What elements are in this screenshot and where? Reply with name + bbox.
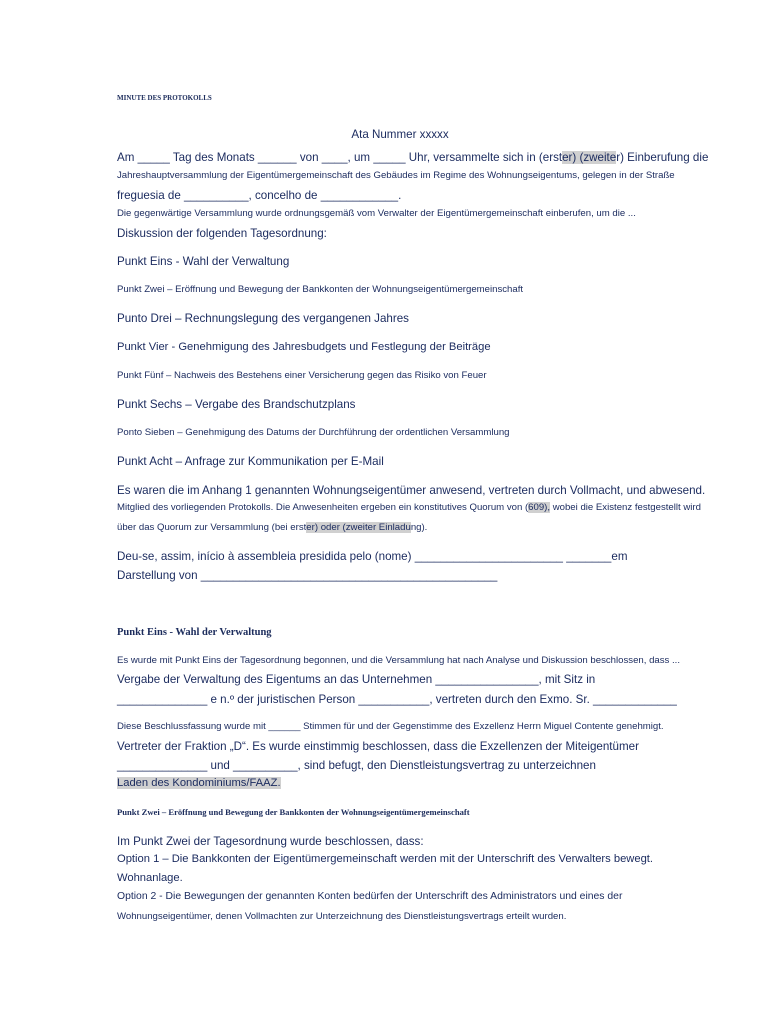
- section-1-line-6: ______________ und __________, sind befugt, den Dienstleistungsvertrag zu unterzeichnen: [117, 759, 596, 772]
- opening-line: Am _____ Tag des Monats ______ von ____, um _____ Uhr, versammelte sich in (erster) (zweiter) Einberufung die: [117, 151, 709, 164]
- section-2-line-4: Option 2 - Die Bewegungen der genannten Konten bedürfen der Unterschrift des Administrators und eines der: [117, 891, 623, 902]
- minutes-number: Ata Nummer xxxxx: [351, 128, 449, 141]
- section-2-line-1: Im Punkt Zwei der Tagesordnung wurde beschlossen, dass:: [117, 835, 424, 848]
- agenda-item-7: Ponto Sieben – Genehmigung des Datums der Durchführung der ordentlichen Versammlung: [117, 427, 510, 438]
- highlight-mark: 609),: [528, 502, 551, 513]
- agenda-item-8: Punkt Acht – Anfrage zur Kommunikation per E-Mail: [117, 455, 384, 468]
- highlight-mark: er) (zweite: [562, 151, 617, 164]
- section-1-heading: Punkt Eins - Wahl der Verwaltung: [117, 627, 272, 638]
- chair-line: Deu-se, assim, início à assembleia presidida pelo (nome) _______________________ _______em: [117, 550, 628, 563]
- section-2-line-5: Wohnungseigentümer, denen Vollmachten zur Unterzeichnung des Dienstleistungsvertrags erteilt wurden.: [117, 911, 567, 922]
- agenda-item-5: Punkt Fünf – Nachweis des Bestehens einer Versicherung gegen das Risiko von Feuer: [117, 370, 487, 381]
- highlight-mark: er) oder (zweiter Einladu: [306, 522, 411, 533]
- section-1-line-2: Vergabe der Verwaltung des Eigentums an das Unternehmen ________________, mit Sitz in: [117, 673, 596, 686]
- attendance-line-2: Mitglied des vorliegenden Protokolls. Die Anwesenheiten ergeben ein konstitutives Quorum von (609), wobei die Existenz festgestellt wird: [117, 502, 701, 513]
- highlight-mark: Laden des Kondominiums/FAAZ.: [117, 777, 281, 789]
- representation-line: Darstellung von ______________________________________________: [117, 569, 498, 582]
- convocation-line: Die gegenwärtige Versammlung wurde ordnungsgemäß vom Verwalter der Eigentümergemeinschaft einberufen, um die ...: [117, 208, 636, 219]
- section-2-line-3: Wohnanlage.: [117, 872, 183, 884]
- section-1-line-4: Diese Beschlussfassung wurde mit ______ Stimmen für und der Gegenstimme des Exzellenz Herrn Miguel Contente genehmigt.: [117, 721, 664, 732]
- agenda-item-2: Punkt Zwei – Eröffnung und Bewegung der Bankkonten der Wohnungseigentümergemeinschaft: [117, 284, 524, 295]
- parish-line: freguesia de __________, concelho de ____________.: [117, 189, 402, 202]
- document-title: MINUTE DES PROTOKOLLS: [117, 94, 212, 102]
- agenda-item-3: Punto Drei – Rechnungslegung des vergangenen Jahres: [117, 312, 409, 325]
- agenda-item-6: Punkt Sechs – Vergabe des Brandschutzplans: [117, 398, 356, 411]
- attendance-line-3: über das Quorum zur Versammlung (bei erster) oder (zweiter Einladung).: [117, 522, 428, 533]
- assembly-location-line: Jahreshauptversammlung der Eigentümergemeinschaft des Gebäudes im Regime des Wohnungseigentums, gelegen in der Straße: [117, 170, 675, 181]
- agenda-item-1: Punkt Eins - Wahl der Verwaltung: [117, 255, 290, 268]
- section-1-line-1: Es wurde mit Punkt Eins der Tagesordnung begonnen, und die Versammlung hat nach Analyse und Diskussion beschlossen, dass ...: [117, 655, 680, 666]
- section-1-line-7: [117, 777, 281, 789]
- section-1-line-5: Vertreter der Fraktion „D“. Es wurde einstimmig beschlossen, dass die Exzellenzen der Miteigentümer: [117, 740, 639, 753]
- section-2-heading: Punkt Zwei – Eröffnung und Bewegung der Bankkonten der Wohnungseigentümergemeinschaft: [117, 807, 470, 817]
- section-1-line-3: ______________ e n.º der juristischen Person ___________, vertreten durch den Exmo. Sr. _____________: [117, 693, 677, 706]
- attendance-line-1: Es waren die im Anhang 1 genannten Wohnungseigentümer anwesend, vertreten durch Vollmacht, und abwesend.: [117, 484, 706, 497]
- section-2-line-2: Option 1 – Die Bankkonten der Eigentümergemeinschaft werden mit der Unterschrift des Verwalters bewegt.: [117, 853, 654, 865]
- agenda-intro: Diskussion der folgenden Tagesordnung:: [117, 227, 327, 240]
- agenda-item-4: Punkt Vier - Genehmigung des Jahresbudgets und Festlegung der Beiträge: [117, 341, 491, 353]
